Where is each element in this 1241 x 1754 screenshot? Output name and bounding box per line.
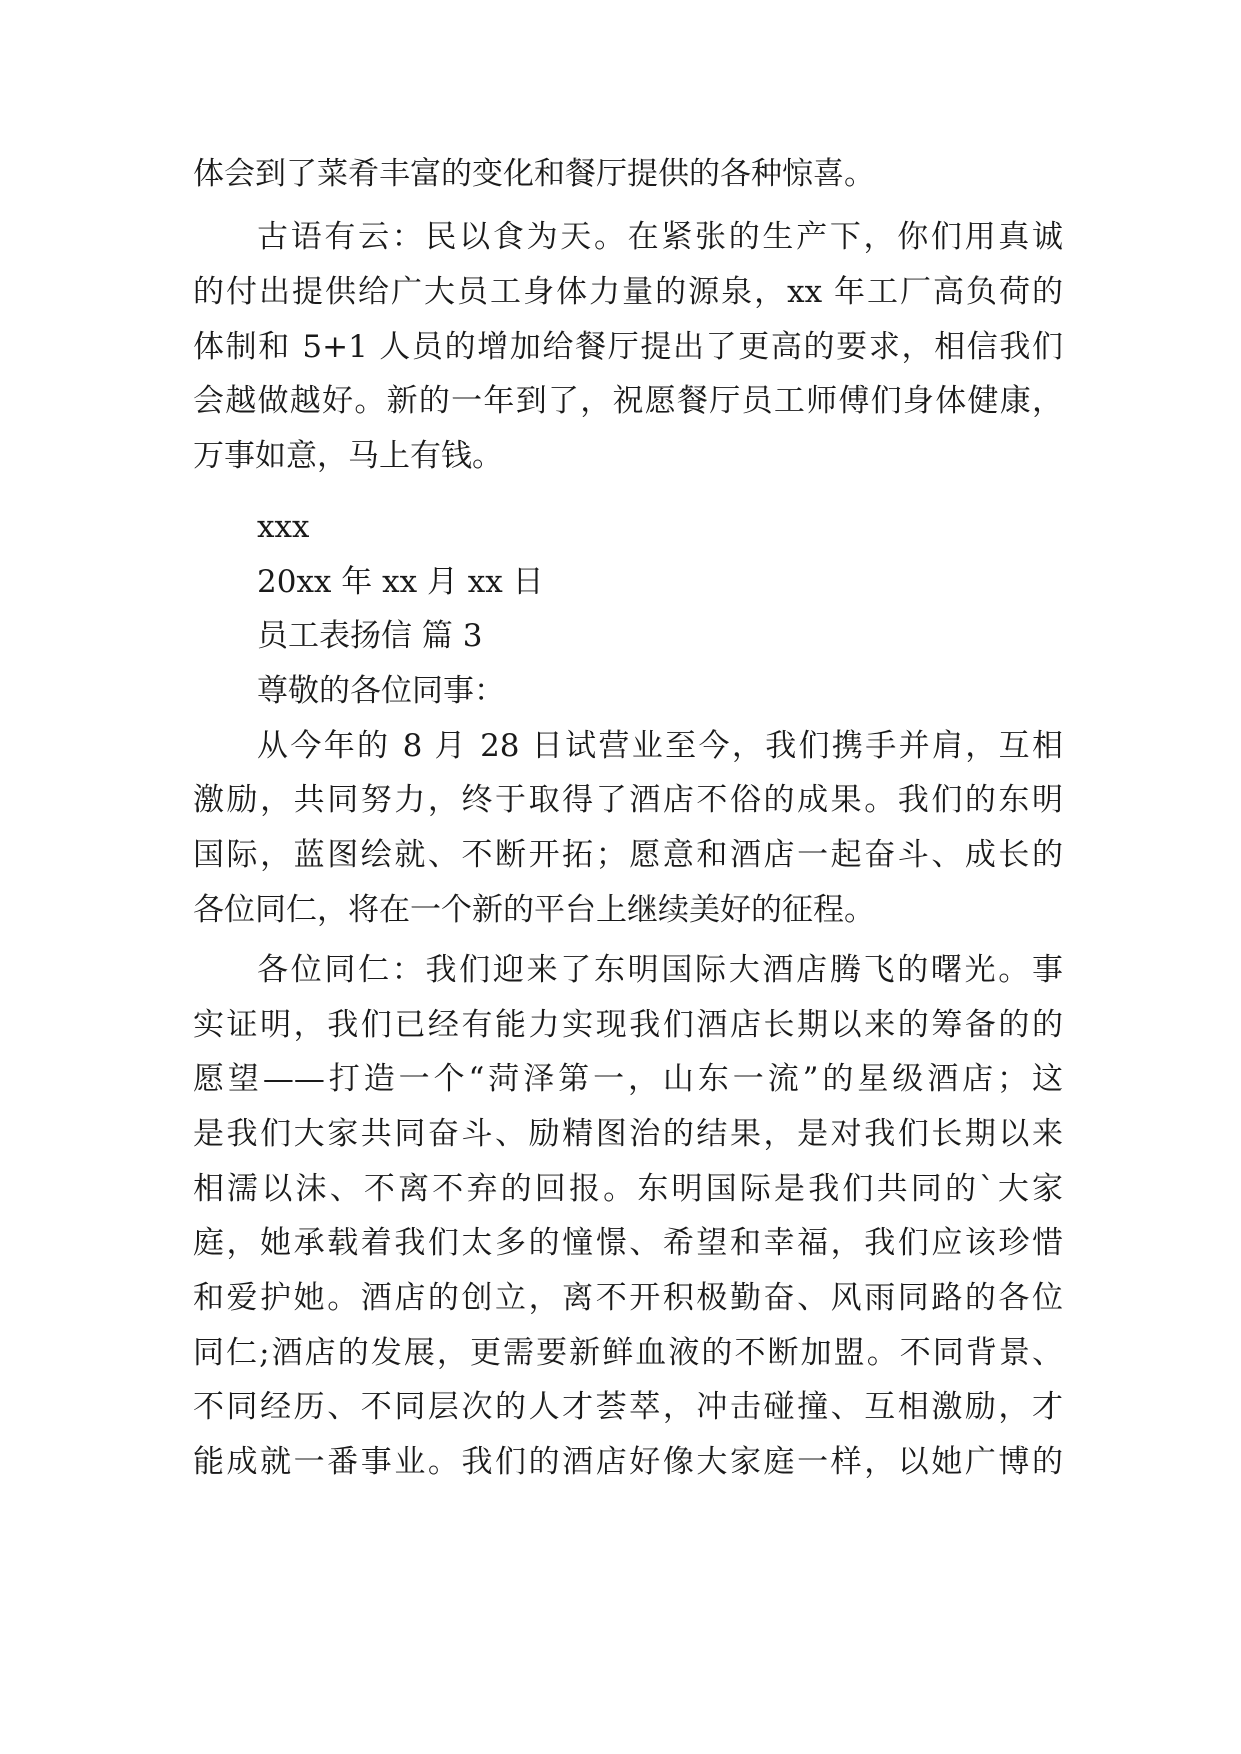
paragraph-line: 会越做越好。新的一年到了，祝愿餐厅员工师傅们身体健康，	[193, 383, 1063, 419]
paragraph-line: 庭，她承载着我们太多的憧憬、希望和幸福，我们应该珍惜	[193, 1225, 1063, 1261]
paragraph-line: 各位同仁：我们迎来了东明国际大酒店腾飞的曙光。事	[257, 952, 1063, 988]
salutation: 尊敬的各位同事：	[257, 673, 505, 709]
paragraph-line: 相濡以沫、不离不弃的回报。东明国际是我们共同的`大家	[193, 1171, 1063, 1207]
paragraph-line: 和爱护她。酒店的创立，离不开积极勤奋、风雨同路的各位	[193, 1280, 1063, 1316]
paragraph-line: 能成就一番事业。我们的酒店好像大家庭一样，以她广博的	[193, 1444, 1063, 1480]
paragraph-line: 是我们大家共同奋斗、励精图治的结果，是对我们长期以来	[193, 1116, 1063, 1152]
paragraph-line: 激励，共同努力，终于取得了酒店不俗的成果。我们的东明	[193, 782, 1063, 818]
paragraph-line: 愿望——打造一个“菏泽第一，山东一流”的星级酒店；这	[193, 1061, 1063, 1097]
section-heading: 员工表扬信 篇 3	[257, 618, 483, 654]
paragraph-line: 体制和 5+1 人员的增加给餐厅提出了更高的要求，相信我们	[193, 329, 1063, 365]
paragraph-line: 国际，蓝图绘就、不断开拓；愿意和酒店一起奋斗、成长的	[193, 837, 1063, 873]
paragraph-line: 的付出提供给广大员工身体力量的源泉，xx 年工厂高负荷的	[193, 274, 1063, 310]
paragraph-line: 同仁;酒店的发展，更需要新鲜血液的不断加盟。不同背景、	[193, 1335, 1063, 1371]
signature-name: xxx	[257, 509, 310, 545]
paragraph-line: 不同经历、不同层次的人才荟萃，冲击碰撞、互相激励，才	[193, 1389, 1063, 1425]
paragraph-line: 体会到了菜肴丰富的变化和餐厅提供的各种惊喜。	[193, 156, 875, 192]
paragraph-line: 各位同仁，将在一个新的平台上继续美好的征程。	[193, 892, 875, 928]
paragraph-line: 实证明，我们已经有能力实现我们酒店长期以来的筹备的的	[193, 1007, 1063, 1043]
paragraph-line: 从今年的 8 月 28 日试营业至今，我们携手并肩，互相	[257, 728, 1063, 764]
paragraph-line: 古语有云：民以食为天。在紧张的生产下，你们用真诚	[257, 219, 1063, 255]
signature-date: 20xx 年 xx 月 xx 日	[257, 564, 544, 600]
paragraph-line: 万事如意，马上有钱。	[193, 438, 503, 474]
